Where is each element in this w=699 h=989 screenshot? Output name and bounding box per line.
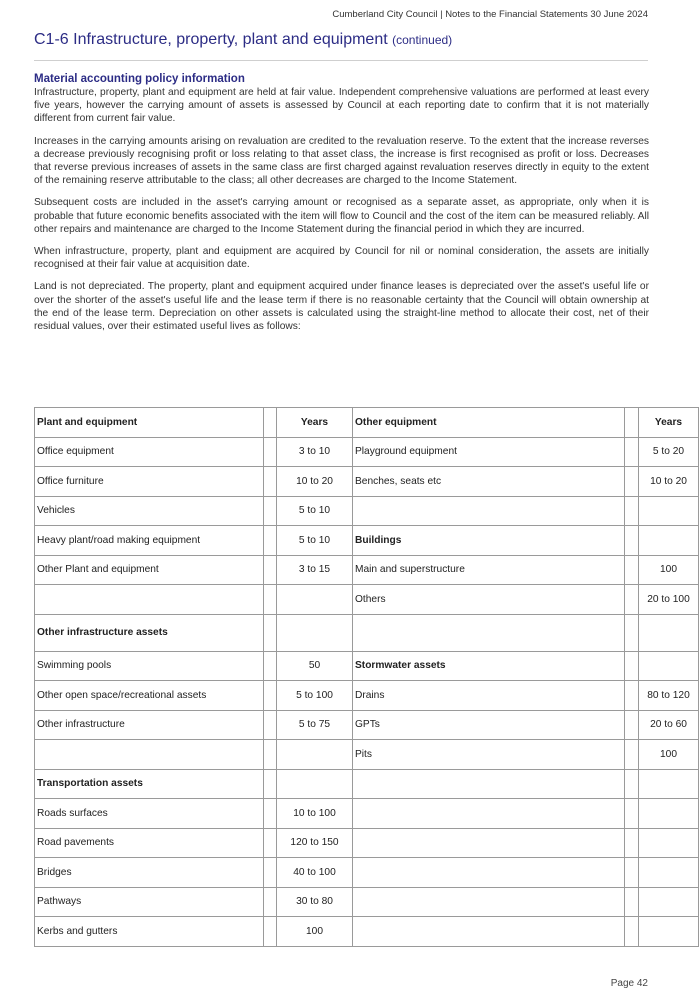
right-years-cell: [639, 526, 699, 556]
spacer-cell: [625, 651, 639, 681]
left-asset-cell: Plant and equipment: [35, 408, 264, 438]
left-asset-cell: Other infrastructure assets: [35, 614, 264, 651]
left-years-cell: 5 to 10: [277, 526, 353, 556]
right-asset-cell: [353, 769, 625, 799]
left-years-cell: [277, 769, 353, 799]
left-asset-cell: Other infrastructure: [35, 710, 264, 740]
spacer-cell: [625, 437, 639, 467]
policy-paragraph: Subsequent costs are included in the asset's carrying amount or recognised as a separate asset, as appropriate, only when it is probable that future economic benefits associated with the item will flow to Council and the cost of the item can be measured reliably. All other repairs and maintenance are charged to the Income Statement during the financial period in which they are incurred.: [34, 197, 649, 235]
spacer-cell: [625, 467, 639, 497]
title-divider: [34, 60, 648, 61]
spacer-cell: [264, 614, 277, 651]
section-title-suffix: (continued): [392, 33, 453, 47]
right-years-cell: [639, 887, 699, 917]
table-row: [35, 887, 699, 917]
table-row: [35, 526, 699, 556]
spacer-cell: [264, 740, 277, 770]
left-asset-cell: Bridges: [35, 858, 264, 888]
right-asset-cell: [353, 858, 625, 888]
section-title-text: C1-6 Infrastructure, property, plant and equipment: [34, 31, 388, 48]
left-asset-cell: Roads surfaces: [35, 799, 264, 829]
table-row: [35, 799, 699, 829]
table-row: [35, 555, 699, 585]
right-years-cell: 5 to 20: [639, 437, 699, 467]
spacer-cell: [625, 828, 639, 858]
table-row: [35, 651, 699, 681]
spacer-cell: [625, 526, 639, 556]
left-asset-cell: [35, 585, 264, 615]
spacer-cell: [625, 799, 639, 829]
left-asset-cell: Other Plant and equipment: [35, 555, 264, 585]
spacer-cell: [625, 496, 639, 526]
right-asset-cell: [353, 799, 625, 829]
spacer-cell: [625, 710, 639, 740]
left-asset-cell: Pathways: [35, 887, 264, 917]
left-years-cell: 40 to 100: [277, 858, 353, 888]
right-asset-cell: [353, 496, 625, 526]
left-years-cell: 50: [277, 651, 353, 681]
spacer-cell: [264, 437, 277, 467]
right-asset-cell: Other equipment: [353, 408, 625, 438]
left-asset-cell: Office equipment: [35, 437, 264, 467]
spacer-cell: [625, 887, 639, 917]
right-years-cell: 20 to 100: [639, 585, 699, 615]
right-asset-cell: Pits: [353, 740, 625, 770]
left-asset-cell: Vehicles: [35, 496, 264, 526]
policy-paragraph: When infrastructure, property, plant and equipment are acquired by Council for nil or nominal consideration, the assets are initially recognised at their fair value at acquisition date.: [34, 246, 649, 271]
table-row: [35, 496, 699, 526]
spacer-cell: [264, 555, 277, 585]
left-years-cell: 30 to 80: [277, 887, 353, 917]
table-row: [35, 769, 699, 799]
right-years-cell: [639, 496, 699, 526]
left-years-cell: 5 to 10: [277, 496, 353, 526]
left-years-cell: 5 to 100: [277, 681, 353, 711]
right-asset-cell: [353, 828, 625, 858]
spacer-cell: [264, 917, 277, 947]
left-years-cell: [277, 585, 353, 615]
spacer-cell: [264, 710, 277, 740]
left-years-cell: 5 to 75: [277, 710, 353, 740]
useful-lives-table-body: [35, 408, 699, 947]
table-row: [35, 858, 699, 888]
spacer-cell: [625, 614, 639, 651]
spacer-cell: [625, 740, 639, 770]
right-years-cell: [639, 858, 699, 888]
left-years-cell: 10 to 100: [277, 799, 353, 829]
right-asset-cell: Stormwater assets: [353, 651, 625, 681]
left-asset-cell: Office furniture: [35, 467, 264, 497]
right-asset-cell: Main and superstructure: [353, 555, 625, 585]
right-asset-cell: [353, 917, 625, 947]
right-asset-cell: Benches, seats etc: [353, 467, 625, 497]
policy-paragraph: Infrastructure, property, plant and equipment are held at fair value. Independent comprehensive valuations are performed at least every five years, however the carrying amount of assets is assessed by Council at each reporting date to confirm that it is not materially different from current fair value.: [34, 87, 649, 125]
spacer-cell: [264, 828, 277, 858]
right-years-cell: 100: [639, 555, 699, 585]
table-row: [35, 710, 699, 740]
right-years-cell: 100: [639, 740, 699, 770]
policy-paragraph: Increases in the carrying amounts arising on revaluation are credited to the revaluation reserve. To the extent that the increase reverses a decrease previously recognising profit or loss relating to that asset class, the increase is first recognised as profit or loss. Decreases that reverse previous increases of assets in the same class are first charged against revaluation reserves directly in equity to the extent of the remaining reserve attributable to the class; all other decreases are charged to the Income Statement.: [34, 135, 649, 187]
table-row: [35, 828, 699, 858]
left-years-cell: 120 to 150: [277, 828, 353, 858]
useful-lives-table: [34, 407, 699, 947]
right-years-cell: [639, 769, 699, 799]
left-years-cell: [277, 614, 353, 651]
right-years-cell: [639, 917, 699, 947]
left-asset-cell: Other open space/recreational assets: [35, 681, 264, 711]
left-asset-cell: Road pavements: [35, 828, 264, 858]
spacer-cell: [264, 467, 277, 497]
left-asset-cell: Heavy plant/road making equipment: [35, 526, 264, 556]
left-years-cell: 10 to 20: [277, 467, 353, 497]
right-years-cell: [639, 828, 699, 858]
spacer-cell: [625, 585, 639, 615]
spacer-cell: [625, 555, 639, 585]
right-years-cell: 20 to 60: [639, 710, 699, 740]
left-asset-cell: Kerbs and gutters: [35, 917, 264, 947]
right-years-cell: Years: [639, 408, 699, 438]
right-years-cell: [639, 614, 699, 651]
left-years-cell: 100: [277, 917, 353, 947]
left-asset-cell: Swimming pools: [35, 651, 264, 681]
spacer-cell: [625, 769, 639, 799]
table-row: [35, 585, 699, 615]
right-asset-cell: Others: [353, 585, 625, 615]
table-row: [35, 467, 699, 497]
left-years-cell: Years: [277, 408, 353, 438]
right-years-cell: 80 to 120: [639, 681, 699, 711]
page-number: Page 42: [610, 978, 648, 989]
right-asset-cell: Playground equipment: [353, 437, 625, 467]
right-years-cell: 10 to 20: [639, 467, 699, 497]
table-row: [35, 917, 699, 947]
left-years-cell: 3 to 15: [277, 555, 353, 585]
running-header: Cumberland City Council | Notes to the Financial Statements 30 June 2024: [332, 9, 648, 20]
spacer-cell: [625, 858, 639, 888]
left-years-cell: [277, 740, 353, 770]
policy-section: [34, 72, 649, 342]
spacer-cell: [264, 496, 277, 526]
table-row: [35, 740, 699, 770]
left-asset-cell: [35, 740, 264, 770]
left-years-cell: 3 to 10: [277, 437, 353, 467]
table-row: [35, 408, 699, 438]
spacer-cell: [264, 681, 277, 711]
policy-heading: Material accounting policy information: [34, 73, 245, 85]
spacer-cell: [625, 917, 639, 947]
left-asset-cell: Transportation assets: [35, 769, 264, 799]
spacer-cell: [264, 651, 277, 681]
right-asset-cell: [353, 614, 625, 651]
table-row: [35, 614, 699, 651]
table-row: [35, 437, 699, 467]
spacer-cell: [625, 408, 639, 438]
spacer-cell: [264, 526, 277, 556]
spacer-cell: [264, 408, 277, 438]
right-asset-cell: [353, 887, 625, 917]
table-row: [35, 681, 699, 711]
right-asset-cell: GPTs: [353, 710, 625, 740]
spacer-cell: [264, 585, 277, 615]
spacer-cell: [264, 858, 277, 888]
right-years-cell: [639, 799, 699, 829]
section-title: [34, 31, 452, 49]
right-asset-cell: Buildings: [353, 526, 625, 556]
right-years-cell: [639, 651, 699, 681]
spacer-cell: [264, 887, 277, 917]
spacer-cell: [625, 681, 639, 711]
spacer-cell: [264, 769, 277, 799]
right-asset-cell: Drains: [353, 681, 625, 711]
spacer-cell: [264, 799, 277, 829]
policy-paragraph: Land is not depreciated. The property, plant and equipment acquired under finance leases is depreciated over the asset's useful life or over the shorter of the asset's useful life and the lease term if there is no reasonable certainty that the Council will obtain ownership at the end of the lease term. Depreciation on other assets is calculated using the straight-line method to allocate their cost, net of their residual values, over their estimated useful lives as follows:: [34, 281, 649, 333]
